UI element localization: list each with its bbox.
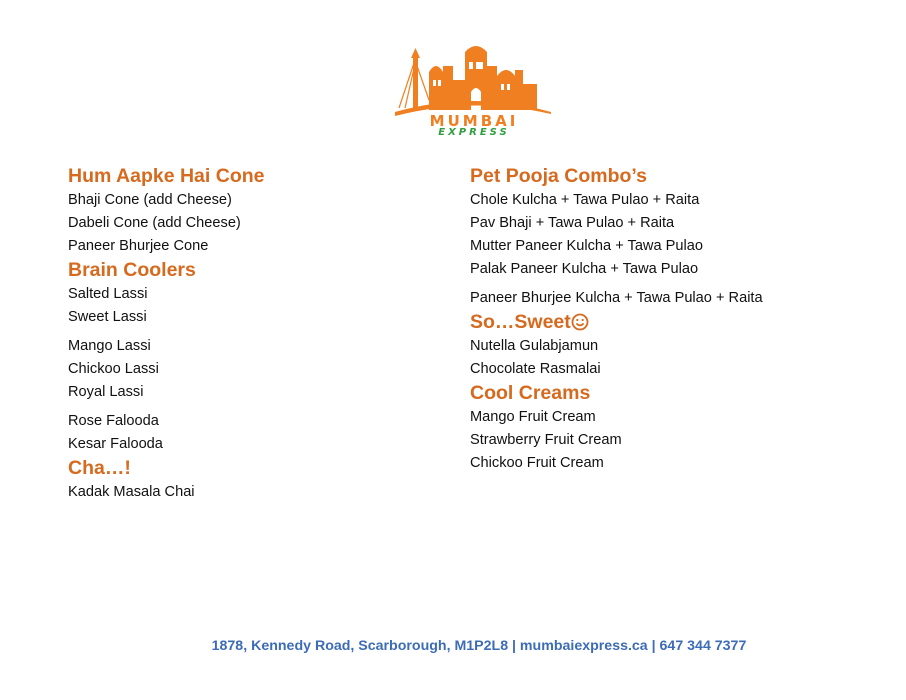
- menu-item: Salted Lassi: [68, 286, 148, 302]
- skyline-logo-graphic: [393, 40, 555, 136]
- logo-text-top: MUMBAI: [429, 112, 519, 130]
- menu-item: Sweet Lassi: [68, 309, 147, 325]
- menu-item: Pav Bhaji + Tawa Pulao + Raita: [470, 215, 675, 231]
- menu-item: Nutella Gulabjamun: [470, 338, 599, 354]
- section-heading-label: Pet Pooja Combo’s: [470, 165, 647, 187]
- menu-item: Kesar Falooda: [68, 436, 163, 452]
- section-heading-label: Hum Aapke Hai Cone: [68, 165, 265, 187]
- menu-item: Palak Paneer Kulcha + Tawa Pulao: [470, 261, 699, 277]
- menu-left-column: [68, 164, 428, 504]
- smiley-icon: [571, 313, 589, 331]
- menu-item: Rose Falooda: [68, 413, 159, 429]
- menu-item: Chocolate Rasmalai: [470, 361, 601, 377]
- menu-item: Chickoo Lassi: [68, 361, 159, 377]
- menu-item: Chole Kulcha + Tawa Pulao + Raita: [470, 192, 700, 208]
- section-heading: [68, 258, 428, 283]
- section-heading-label: So…Sweet: [470, 311, 571, 333]
- section-heading-label: Brain Coolers: [68, 259, 196, 281]
- menu-item: Bhaji Cone (add Cheese): [68, 192, 232, 208]
- section-heading: [68, 456, 428, 481]
- footer-contact: [0, 638, 906, 654]
- menu-item: Strawberry Fruit Cream: [470, 432, 622, 448]
- section-heading: [470, 310, 890, 335]
- section-heading: [68, 164, 428, 189]
- mumbai-express-logo: [393, 40, 555, 136]
- menu-item: Paneer Bhurjee Kulcha + Tawa Pulao + Raita: [470, 290, 763, 306]
- logo-text-bottom: EXPRESS: [438, 127, 510, 136]
- menu-item: Mango Fruit Cream: [470, 409, 596, 425]
- menu-item: Paneer Bhurjee Cone: [68, 238, 209, 254]
- menu-right-column: [470, 164, 890, 475]
- section-heading: [470, 381, 890, 406]
- menu-item: Chickoo Fruit Cream: [470, 455, 604, 471]
- section-heading: [470, 164, 890, 189]
- menu-item: Dabeli Cone (add Cheese): [68, 215, 241, 231]
- menu-item: Mango Lassi: [68, 338, 151, 354]
- section-heading-label: Cha…!: [68, 457, 131, 479]
- menu-item: Mutter Paneer Kulcha + Tawa Pulao: [470, 238, 703, 254]
- menu-item: Royal Lassi: [68, 384, 144, 400]
- footer-text: 1878, Kennedy Road, Scarborough, M1P2L8 | mumbaiexpress.ca | 647 344 7377: [211, 638, 747, 654]
- menu-item: Kadak Masala Chai: [68, 484, 195, 500]
- section-heading-label: Cool Creams: [470, 382, 591, 404]
